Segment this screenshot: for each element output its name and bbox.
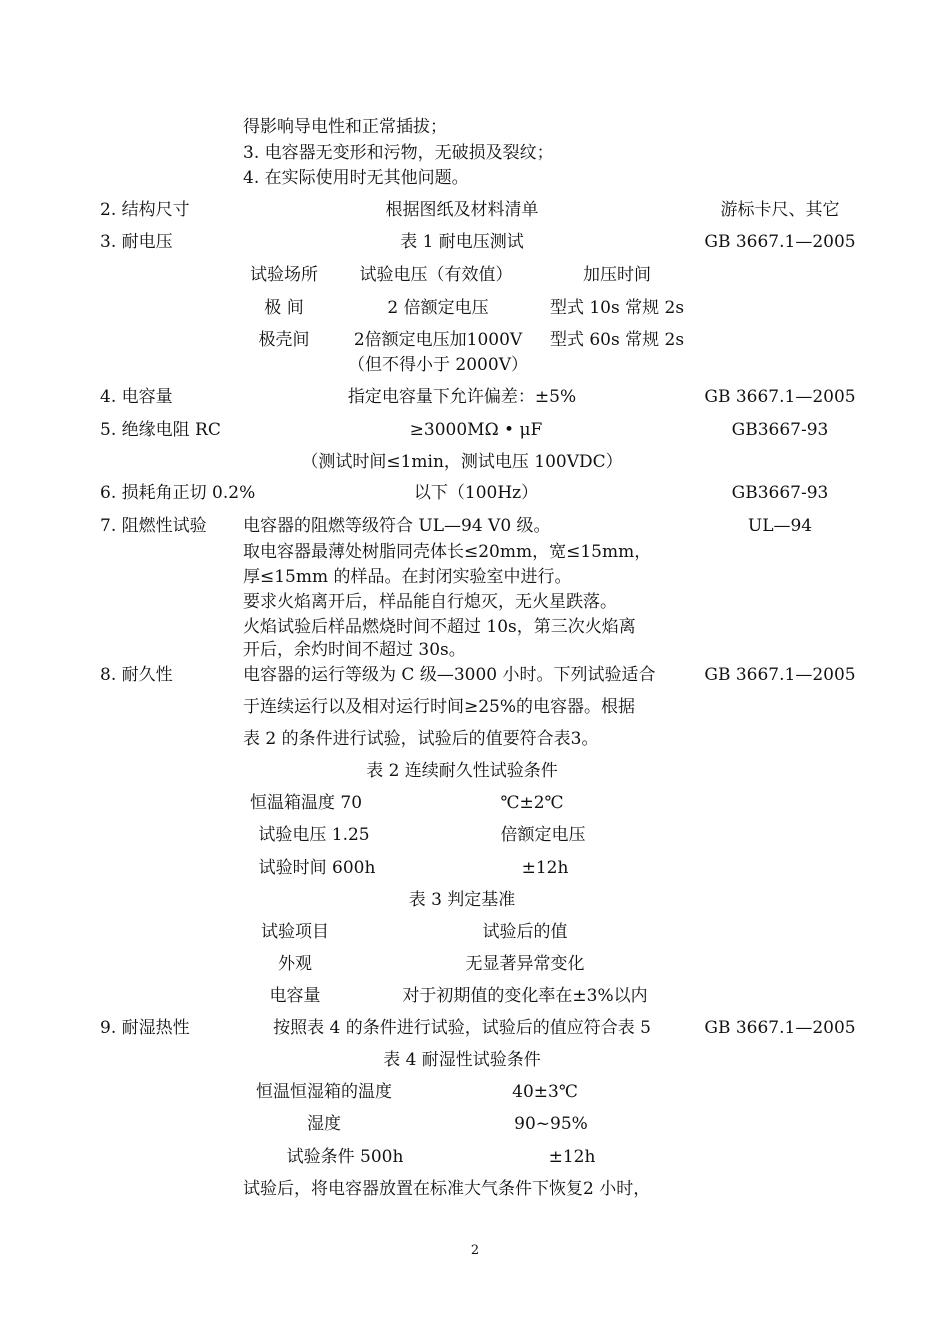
flame-line: 电容器的阻燃等级符合 UL—94 V0 级。 bbox=[243, 516, 551, 536]
item-3-label: 3. 耐电压 bbox=[100, 232, 173, 252]
table-1-title: 表 1 耐电压测试 bbox=[400, 232, 524, 252]
durability-line: 表 2 的条件进行试验，试验后的值要符合表3。 bbox=[243, 729, 599, 749]
table-1-note: （但不得小于 2000V） bbox=[348, 355, 528, 375]
item-9-requirement: 按照表 4 的条件进行试验，试验后的值应符合表 5 bbox=[273, 1018, 651, 1038]
table-3-cell: 无显著异常变化 bbox=[465, 954, 585, 974]
final-line: 试验后，将电容器放置在标准大气条件下恢复2 小时， bbox=[243, 1179, 651, 1199]
flame-line: 要求火焰离开后，样品能自行熄灭，无火星跌落。 bbox=[243, 592, 617, 612]
item-5-standard: GB3667-93 bbox=[731, 420, 829, 440]
item-6-standard: GB3667-93 bbox=[731, 483, 829, 503]
top-line-3: 4. 在实际使用时无其他问题。 bbox=[243, 168, 469, 188]
item-2-standard: 游标卡尺、其它 bbox=[720, 200, 840, 220]
item-8-label: 8. 耐久性 bbox=[100, 665, 173, 685]
item-8-standard: GB 3667.1—2005 bbox=[704, 665, 856, 685]
table-4-cell: 湿度 bbox=[307, 1114, 341, 1134]
item-6-requirement: 以下（100Hz） bbox=[413, 483, 539, 503]
table-4-cell: 90~95% bbox=[514, 1114, 588, 1134]
item-9-label: 9. 耐湿热性 bbox=[100, 1018, 190, 1038]
durability-line: 于连续运行以及相对运行时间≥25%的电容器。根据 bbox=[243, 697, 636, 717]
table-2-cell: ±12h bbox=[521, 858, 569, 878]
table-4-cell: 恒温恒湿箱的温度 bbox=[256, 1082, 392, 1102]
flame-line: 厚≤15mm 的样品。在封闭实验室中进行。 bbox=[243, 567, 572, 587]
table-2-title: 表 2 连续耐久性试验条件 bbox=[366, 761, 558, 781]
table-2-cell: 恒温箱温度 70 bbox=[249, 793, 363, 813]
item-4-label: 4. 电容量 bbox=[100, 387, 173, 407]
item-6-label: 6. 损耗角正切 0.2% bbox=[100, 483, 256, 503]
table-1-cell: 型式 60s 常规 2s bbox=[549, 330, 685, 350]
table-1-header: 试验电压（有效值） bbox=[359, 265, 513, 285]
table-1-cell: 2倍额定电压加1000V bbox=[353, 330, 523, 350]
item-5-requirement: ≥3000MΩ • μF bbox=[409, 420, 543, 440]
item-2-label: 2. 结构尺寸 bbox=[100, 200, 190, 220]
table-1-header: 试验场所 bbox=[250, 265, 318, 285]
table-4-title: 表 4 耐湿性试验条件 bbox=[383, 1050, 541, 1070]
item-4-standard: GB 3667.1—2005 bbox=[704, 387, 856, 407]
table-1-cell: 极 间 bbox=[264, 298, 304, 318]
table-3-cell: 试验项目 bbox=[261, 922, 329, 942]
durability-line: 电容器的运行等级为 C 级—3000 小时。下列试验适合 bbox=[243, 665, 656, 685]
table-2-cell: 试验时间 600h bbox=[258, 858, 376, 878]
item-5-label: 5. 绝缘电阻 RC bbox=[100, 420, 221, 440]
item-9-standard: GB 3667.1—2005 bbox=[704, 1018, 856, 1038]
top-line-1: 得影响导电性和正常插拔； bbox=[243, 117, 447, 137]
table-4-cell: 试验条件 500h bbox=[286, 1147, 404, 1167]
flame-line: 取电容器最薄处树脂同壳体长≤20mm，宽≤15mm， bbox=[243, 542, 652, 562]
table-1-cell: 2 倍额定电压 bbox=[387, 298, 489, 318]
flame-line: 火焰试验后样品燃烧时间不超过 10s，第三次火焰离 bbox=[243, 617, 636, 637]
table-3-cell: 外观 bbox=[278, 954, 312, 974]
table-2-cell: 试验电压 1.25 bbox=[258, 825, 370, 845]
flame-line: 开后，余灼时间不超过 30s。 bbox=[243, 640, 466, 660]
table-3-cell: 试验后的值 bbox=[482, 922, 568, 942]
table-1-cell: 型式 10s 常规 2s bbox=[549, 298, 685, 318]
table-1-cell: 极壳间 bbox=[258, 330, 310, 350]
table-4-cell: ±12h bbox=[548, 1147, 596, 1167]
table-3-cell: 对于初期值的变化率在±3%以内 bbox=[402, 986, 648, 1006]
table-4-cell: 40±3℃ bbox=[512, 1082, 578, 1102]
item-7-standard: UL—94 bbox=[747, 516, 813, 536]
table-2-cell: ℃±2℃ bbox=[500, 793, 564, 813]
table-2-cell: 倍额定电压 bbox=[500, 825, 586, 845]
item-3-standard: GB 3667.1—2005 bbox=[704, 232, 856, 252]
page-number: 2 bbox=[470, 1243, 480, 1258]
top-line-2: 3. 电容器无变形和污物，无破损及裂纹； bbox=[243, 143, 554, 163]
table-3-cell: 电容量 bbox=[269, 986, 321, 1006]
table-3-title: 表 3 判定基准 bbox=[408, 890, 516, 910]
item-7-label: 7. 阻燃性试验 bbox=[100, 516, 207, 536]
item-4-requirement: 指定电容量下允许偏差：±5% bbox=[347, 387, 577, 407]
table-1-header: 加压时间 bbox=[583, 265, 651, 285]
item-5-test-conditions: （测试时间≤1min，测试电压 100VDC） bbox=[301, 452, 623, 472]
item-2-requirement: 根据图纸及材料清单 bbox=[385, 200, 539, 220]
